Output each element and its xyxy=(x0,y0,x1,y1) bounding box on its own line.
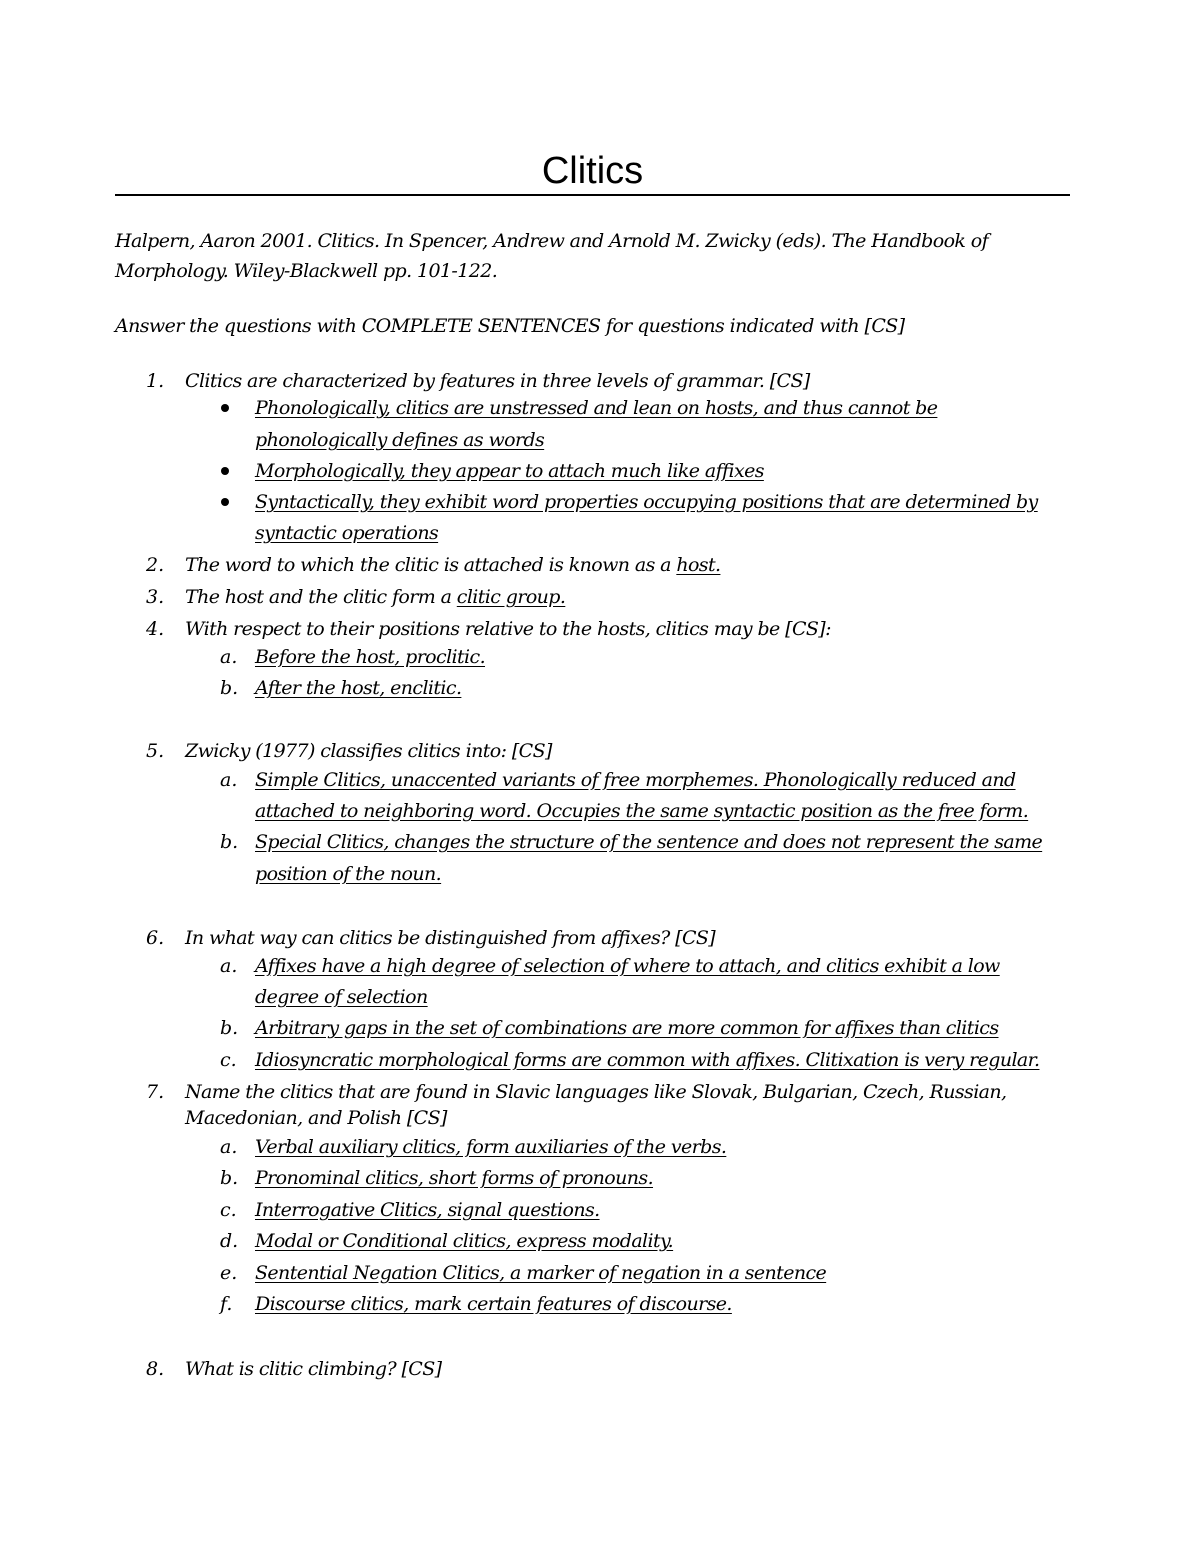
question-number: 6. xyxy=(146,927,165,949)
question-5-text: Zwicky (1977) classifies clitics into: [CS] xyxy=(185,740,552,762)
question-6-text: In what way can clitics be distinguished from affixes? [CS] xyxy=(185,927,716,949)
answer-letter: c. xyxy=(220,1049,237,1071)
q7-answer-e: Sentential Negation Clitics, a marker of negation in a sentence xyxy=(255,1262,827,1284)
citation-line-2: Morphology. Wiley-Blackwell pp. 101-122. xyxy=(115,260,498,282)
question-number: 8. xyxy=(146,1358,165,1380)
answer-letter: b. xyxy=(220,1017,239,1039)
answer-letter: a. xyxy=(220,955,238,977)
answer-letter: b. xyxy=(220,831,239,853)
question-number: 7. xyxy=(146,1081,165,1103)
answer-letter: b. xyxy=(220,1167,239,1189)
question-3-prompt: The host and the clitic form a xyxy=(185,586,457,608)
question-2-prompt: The word to which the clitic is attached is known as a xyxy=(185,554,677,576)
instructions: Answer the questions with COMPLETE SENTENCES for questions indicated with [CS] xyxy=(115,315,905,337)
question-7-line-2: Macedonian, and Polish [CS] xyxy=(185,1107,447,1129)
q7-answer-d: Modal or Conditional clitics, express modality. xyxy=(255,1230,674,1252)
q6-answer-a-line-2: degree of selection xyxy=(255,986,428,1008)
question-number: 3. xyxy=(146,586,165,608)
q5-answer-b-line-1: Special Clitics, changes the structure of the sentence and does not represent the same xyxy=(255,831,1043,853)
question-8-text: What is clitic climbing? [CS] xyxy=(185,1358,442,1380)
q1-bullet-3-line-2: syntactic operations xyxy=(255,522,439,544)
document-title: Clitics xyxy=(541,150,644,192)
answer-letter: d. xyxy=(220,1230,239,1252)
q4-answer-a: Before the host, proclitic. xyxy=(255,646,486,668)
q5-answer-a-line-1: Simple Clitics, unaccented variants of free morphemes. Phonologically reduced and xyxy=(255,769,1016,791)
answer-letter: a. xyxy=(220,1136,238,1158)
q6-answer-c: Idiosyncratic morphological forms are common with affixes. Clitixation is very regular. xyxy=(255,1049,1040,1071)
question-2-answer: host. xyxy=(676,554,721,576)
q1-bullet-1-line-1: Phonologically, clitics are unstressed and lean on hosts, and thus cannot be xyxy=(255,397,938,419)
bullet-icon xyxy=(221,404,229,412)
question-3-answer: clitic group. xyxy=(456,586,566,608)
answer-letter: c. xyxy=(220,1199,237,1221)
q6-answer-b: Arbitrary gaps in the set of combinations are more common for affixes than clitics xyxy=(255,1017,999,1039)
question-2-text xyxy=(185,553,720,577)
answer-letter: a. xyxy=(220,646,238,668)
bullet-icon xyxy=(221,498,229,506)
question-1-text: Clitics are characterized by features in three levels of grammar. [CS] xyxy=(185,370,810,392)
question-7-line-1: Name the clitics that are found in Slavic languages like Slovak, Bulgarian, Czech, Russian, xyxy=(185,1081,1007,1103)
citation-line-1: Halpern, Aaron 2001. Clitics. In Spencer, Andrew and Arnold M. Zwicky (eds). The Handbook of xyxy=(115,230,989,252)
q7-answer-c: Interrogative Clitics, signal questions. xyxy=(255,1199,600,1221)
answer-letter: e. xyxy=(220,1262,238,1284)
question-number: 1. xyxy=(146,370,165,392)
q5-answer-b-line-2: position of the noun. xyxy=(255,863,442,885)
q5-answer-a-line-2: attached to neighboring word. Occupies the same syntactic position as the free form. xyxy=(255,800,1029,822)
question-4-text: With respect to their positions relative to the hosts, clitics may be [CS]: xyxy=(185,618,831,640)
q7-answer-f: Discourse clitics, mark certain features of discourse. xyxy=(255,1293,732,1315)
q7-answer-a: Verbal auxiliary clitics, form auxiliaries of the verbs. xyxy=(255,1136,727,1158)
answer-letter: b. xyxy=(220,677,239,699)
q4-answer-b: After the host, enclitic. xyxy=(255,677,462,699)
answer-letter: a. xyxy=(220,769,238,791)
question-number: 4. xyxy=(146,618,165,640)
title-underline xyxy=(115,194,1070,196)
bullet-icon xyxy=(221,467,229,475)
answer-letter: f. xyxy=(220,1293,233,1315)
q1-bullet-2: Morphologically, they appear to attach much like affixes xyxy=(255,460,764,482)
question-number: 2. xyxy=(146,554,165,576)
q1-bullet-3-line-1: Syntactically, they exhibit word properties occupying positions that are determined by xyxy=(255,491,1038,513)
q1-bullet-1-line-2: phonologically defines as words xyxy=(255,429,545,451)
q6-answer-a-line-1: Affixes have a high degree of selection of where to attach, and clitics exhibit a low xyxy=(255,955,1000,977)
question-3-text xyxy=(185,585,565,609)
question-number: 5. xyxy=(146,740,165,762)
q7-answer-b: Pronominal clitics, short forms of pronouns. xyxy=(255,1167,654,1189)
